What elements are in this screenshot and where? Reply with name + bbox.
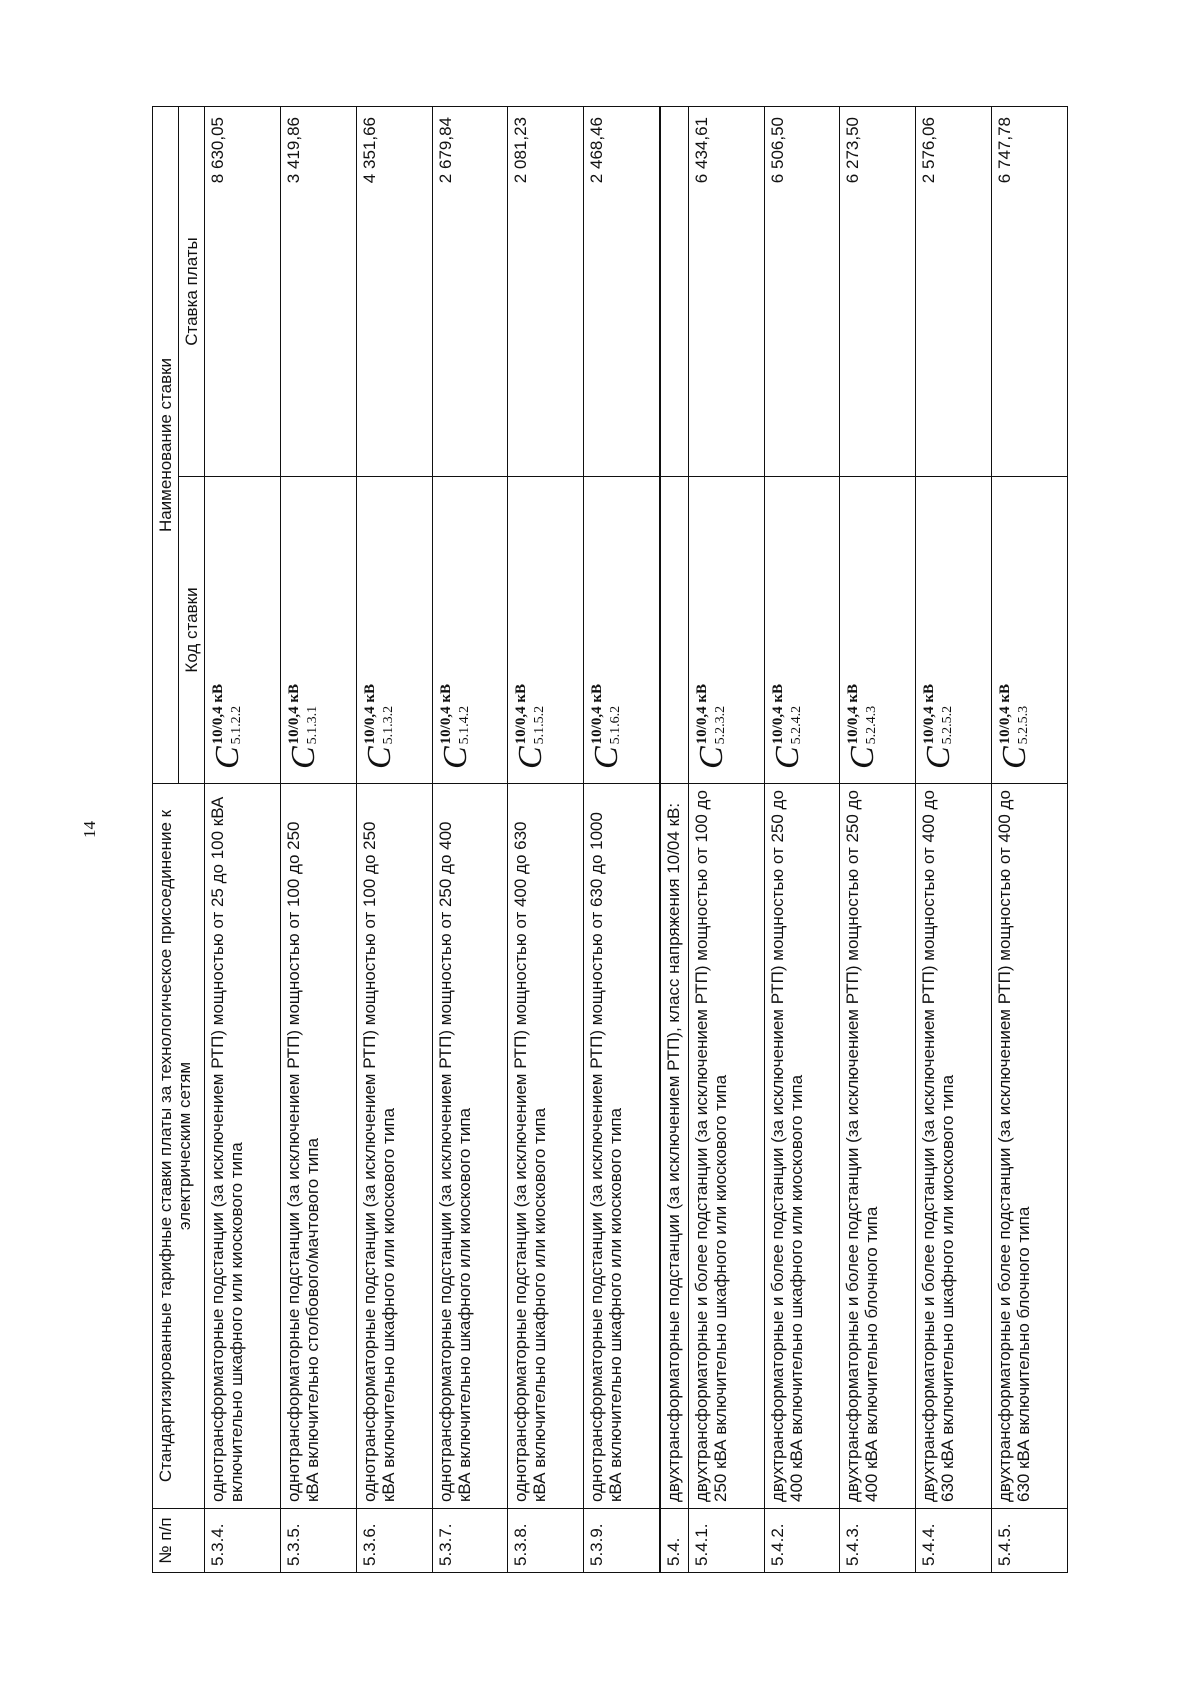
row-name: двухтрансформаторные подстанции (за исключением РТП), класс напряжения 10/04 кВ: (660, 784, 689, 1509)
header-code: Код ставки (179, 477, 205, 784)
code-symbol: C (920, 746, 958, 769)
code-subscript: 5.2.5.2 (940, 705, 956, 745)
code-superscript: 10/0,4 кВ (693, 683, 710, 745)
code-superscript: 10/0,4 кВ (589, 683, 606, 745)
code-subscript: 5.1.3.1 (304, 705, 320, 745)
code-subscript: 5.2.5.3 (1016, 705, 1032, 745)
row-num: 5.4.4. (916, 1509, 992, 1573)
row-name: двухтрансформаторные и более подстанции (за исключением РТП) мощностью от 400 до 630 кВА включительно блочного типа (992, 784, 1068, 1509)
table-row (840, 107, 916, 1573)
row-name: двухтрансформаторные и более подстанции (за исключением РТП) мощностью от 100 до 250 кВА включительно шкафного или киоскового типа (688, 784, 764, 1509)
table-row (508, 107, 584, 1573)
row-name: однотрансформаторные подстанции (за исключением РТП) мощностью от 630 до 1000 кВА включительно шкафного или киоскового типа (584, 784, 660, 1509)
row-rate: 6 273,50 (840, 107, 916, 477)
row-rate: 6 747,78 (992, 107, 1068, 477)
row-num: 5.4.1. (688, 1509, 764, 1573)
code-symbol: C (996, 746, 1034, 769)
code-subscript: 5.1.5.2 (532, 705, 548, 745)
row-num: 5.3.9. (584, 1509, 660, 1573)
row-rate: 6 434,61 (688, 107, 764, 477)
code-superscript: 10/0,4 кВ (845, 683, 862, 745)
table-row (584, 107, 660, 1573)
code-subscript: 5.2.4.2 (788, 705, 804, 745)
row-num: 5.4.2. (764, 1509, 840, 1573)
row-name: однотрансформаторные подстанции (за исключением РТП) мощностью от 100 до 250 кВА включительно шкафного или киоскового типа (356, 784, 432, 1509)
header-rate: Ставка платы (179, 107, 205, 477)
header-num: № п/п (153, 1509, 205, 1573)
row-rate: 8 630,05 (205, 107, 281, 477)
row-code (992, 477, 1068, 784)
tariff-table (152, 106, 1068, 1573)
row-code (764, 477, 840, 784)
code-symbol: C (692, 746, 730, 769)
code-superscript: 10/0,4 кВ (769, 683, 786, 745)
row-rate: 6 506,50 (764, 107, 840, 477)
row-name: двухтрансформаторные и более подстанции (за исключением РТП) мощностью от 400 до 630 кВА включительно шкафного или киоскового типа (916, 784, 992, 1509)
row-code (356, 477, 432, 784)
table-row (205, 107, 281, 1573)
row-name: однотрансформаторные подстанции (за исключением РТП) мощностью от 25 до 100 кВА включительно шкафного или киоскового типа (205, 784, 281, 1509)
table-row (356, 107, 432, 1573)
header-name: Стандартизированные тарифные ставки платы за технологическое присоединение к электрическим сетям (153, 784, 205, 1509)
row-code (280, 477, 356, 784)
table-row (916, 107, 992, 1573)
row-num: 5.3.7. (432, 1509, 508, 1573)
code-subscript: 5.1.6.2 (608, 705, 624, 745)
row-rate: 2 679,84 (432, 107, 508, 477)
code-subscript: 5.2.3.2 (712, 705, 728, 745)
row-code (840, 477, 916, 784)
code-symbol: C (284, 746, 322, 769)
row-code (688, 477, 764, 784)
code-symbol: C (436, 746, 474, 769)
code-symbol: C (588, 746, 626, 769)
code-superscript: 10/0,4 кВ (285, 683, 302, 745)
row-name: однотрансформаторные подстанции (за исключением РТП) мощностью от 250 до 400 кВА включительно шкафного или киоскового типа (432, 784, 508, 1509)
row-name: однотрансформаторные подстанции (за исключением РТП) мощностью от 100 до 250 кВА включительно столбового/мачтового типа (280, 784, 356, 1509)
code-superscript: 10/0,4 кВ (437, 683, 454, 745)
row-rate: 2 081,23 (508, 107, 584, 477)
table-row (992, 107, 1068, 1573)
row-rate: 2 576,06 (916, 107, 992, 477)
code-superscript: 10/0,4 кВ (997, 683, 1014, 745)
page-number: 14 (80, 821, 99, 838)
code-symbol: C (209, 746, 247, 769)
code-subscript: 5.1.4.2 (456, 705, 472, 745)
code-superscript: 10/0,4 кВ (921, 683, 938, 745)
table-body (205, 107, 1068, 1573)
table-row (688, 107, 764, 1573)
header-group: Наименование ставки (153, 107, 179, 784)
row-code (916, 477, 992, 784)
row-num: 5.4.5. (992, 1509, 1068, 1573)
row-num: 5.4.3. (840, 1509, 916, 1573)
code-superscript: 10/0,4 кВ (361, 683, 378, 745)
table-row (280, 107, 356, 1573)
table-row (764, 107, 840, 1573)
row-code (205, 477, 281, 784)
row-code (508, 477, 584, 784)
code-subscript: 5.1.3.2 (380, 705, 396, 745)
table-row (432, 107, 508, 1573)
row-rate: 3 419,86 (280, 107, 356, 477)
row-code (432, 477, 508, 784)
row-name: двухтрансформаторные и более подстанции (за исключением РТП) мощностью от 250 до 400 кВА включительно шкафного или киоскового типа (764, 784, 840, 1509)
row-num: 5.4. (660, 1509, 689, 1573)
row-name: двухтрансформаторные и более подстанции (за исключением РТП) мощностью от 250 до 400 кВА включительно блочного типа (840, 784, 916, 1509)
row-rate: 4 351,66 (356, 107, 432, 477)
code-subscript: 5.1.2.2 (229, 705, 245, 745)
code-symbol: C (512, 746, 550, 769)
row-num: 5.3.5. (280, 1509, 356, 1573)
row-rate (660, 107, 689, 477)
code-symbol: C (768, 746, 806, 769)
row-num: 5.3.6. (356, 1509, 432, 1573)
row-num: 5.3.4. (205, 1509, 281, 1573)
row-code (660, 477, 689, 784)
row-name: однотрансформаторные подстанции (за исключением РТП) мощностью от 400 до 630 кВА включительно шкафного или киоскового типа (508, 784, 584, 1509)
row-num: 5.3.8. (508, 1509, 584, 1573)
section-row (660, 107, 689, 1573)
code-superscript: 10/0,4 кВ (513, 683, 530, 745)
code-subscript: 5.2.4.3 (864, 705, 880, 745)
rotated-page-content (152, 107, 1068, 1573)
code-symbol: C (360, 746, 398, 769)
row-code (584, 477, 660, 784)
code-symbol: C (844, 746, 882, 769)
code-superscript: 10/0,4 кВ (210, 683, 227, 745)
row-rate: 2 468,46 (584, 107, 660, 477)
